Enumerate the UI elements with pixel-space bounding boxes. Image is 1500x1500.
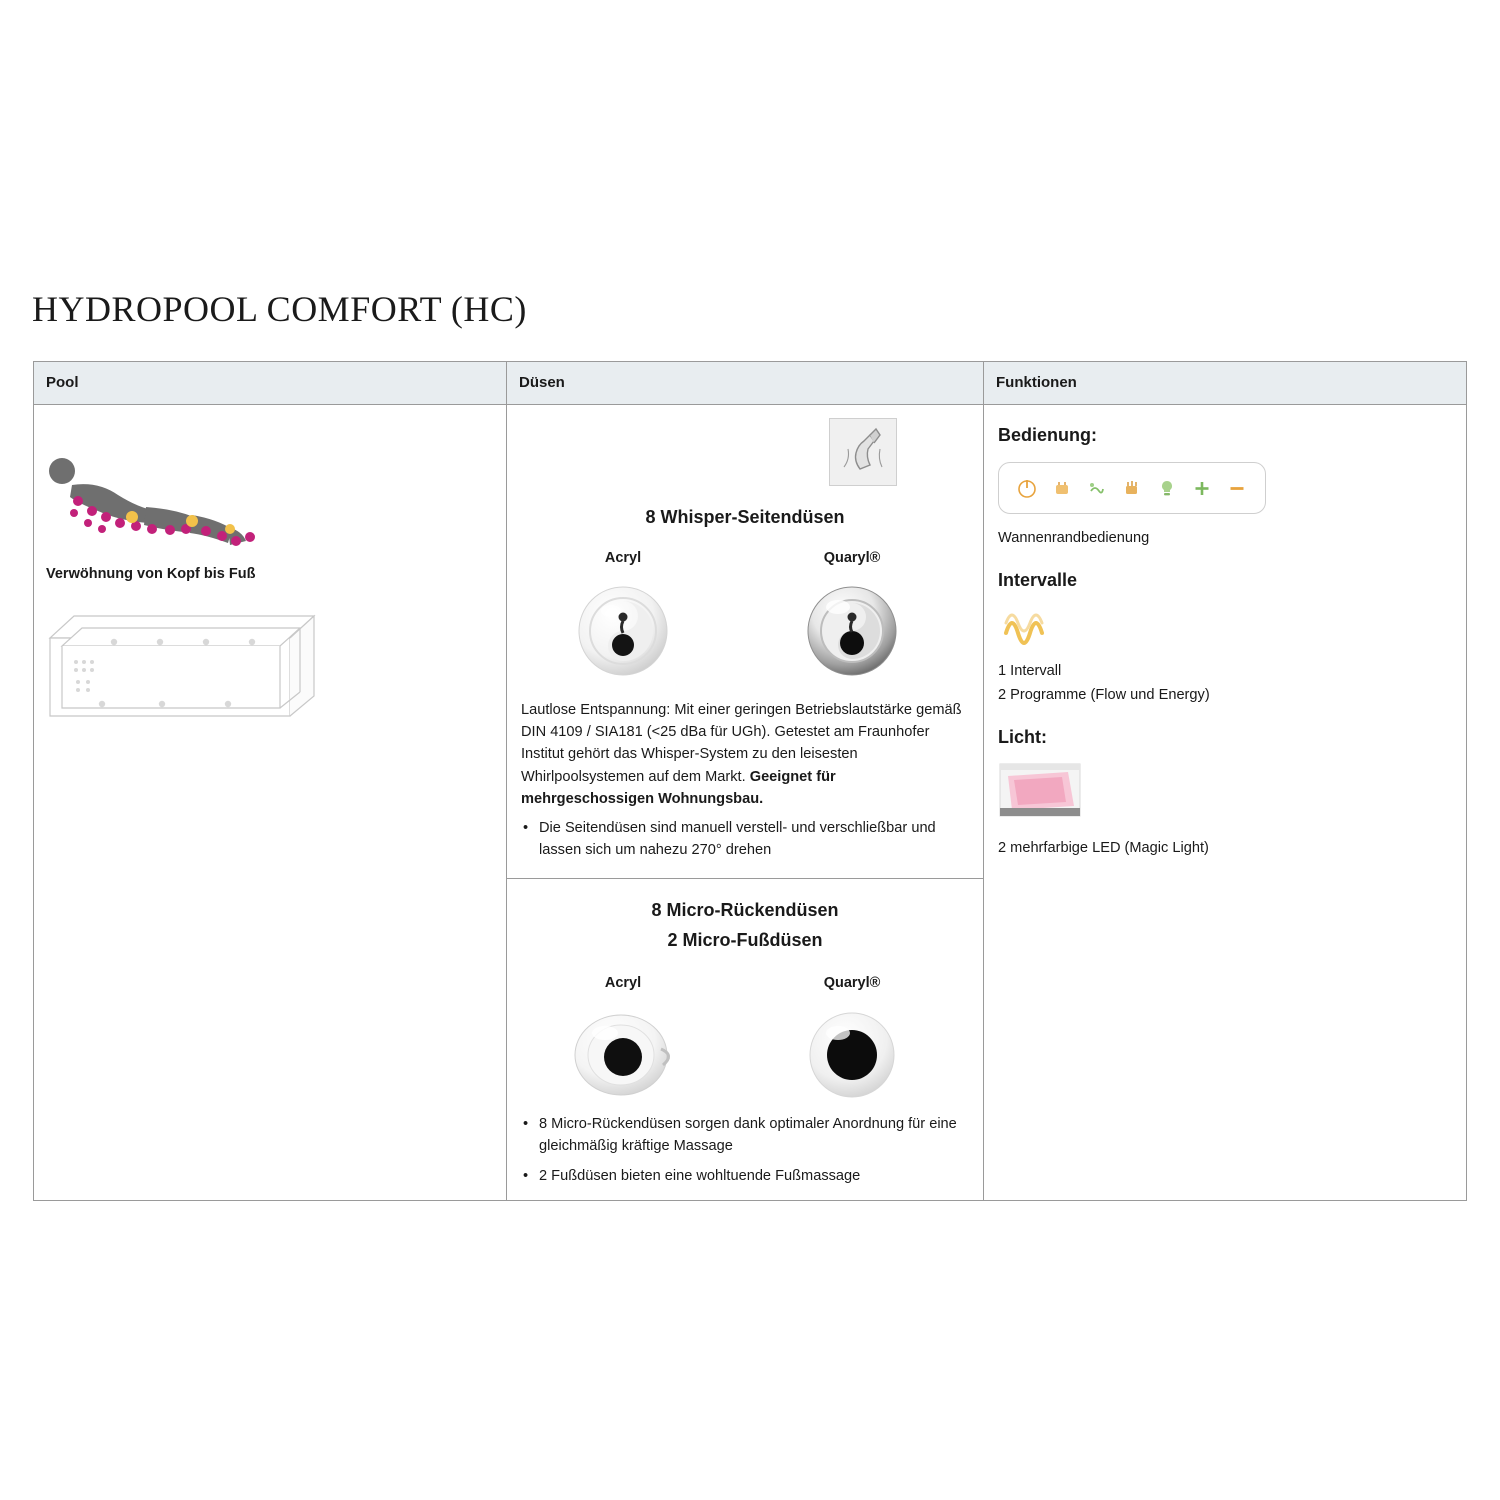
cell-duesen — [507, 405, 984, 1200]
light-icon[interactable] — [1156, 477, 1178, 499]
side-jets-paragraph-bold: Geeignet für mehrgeschossigen Wohnungsbau. — [521, 768, 836, 807]
label-acryl: Acryl — [604, 550, 642, 566]
table-body-row — [34, 405, 1466, 1200]
column-header-pool: Pool — [34, 362, 507, 404]
intervals-heading: Intervalle — [998, 569, 1078, 590]
body-massage-points-diagram — [40, 457, 290, 552]
micro-jet-quaryl-photo — [745, 1001, 969, 1105]
side-jet-quaryl-photo — [745, 577, 969, 681]
side-jet-acryl-photo — [521, 577, 745, 681]
side-jets-bullets — [521, 818, 969, 862]
bathtub-line-drawing — [42, 600, 322, 730]
side-jets-paragraph — [521, 699, 969, 810]
micro-jets-bullets — [521, 1114, 969, 1188]
interval-line-1: 1 Intervall — [998, 662, 1062, 679]
cell-pool — [34, 405, 507, 1200]
whirl-jet-icon[interactable] — [1051, 477, 1073, 499]
micro-jets-heading-line2: 2 Micro-Fußdüsen — [667, 929, 823, 950]
label-acryl-micro: Acryl — [604, 974, 642, 991]
cell-funktionen — [984, 405, 1466, 1200]
interval-line-2: 2 Programme (Flow und Energy) — [998, 686, 1210, 703]
magic-light-tub-photo — [998, 758, 1084, 824]
light-caption: 2 mehrfarbige LED (Magic Light) — [998, 839, 1209, 856]
side-jets-images — [521, 576, 969, 681]
column-header-duesen: Düsen — [507, 362, 984, 404]
jets-section-micro — [507, 879, 983, 1200]
jets-section-side — [507, 405, 983, 879]
micro-jets-heading-line1: 8 Micro-Rückendüsen — [651, 899, 839, 920]
label-quaryl: Quaryl® — [823, 550, 881, 566]
page-title: HYDROPOOL COMFORT (HC) — [32, 289, 527, 329]
table-header-row — [34, 362, 1466, 405]
list-item: • 2 Fußdüsen bieten eine wohltuende Fußmassage — [521, 1166, 969, 1188]
spec-table — [33, 361, 1467, 1201]
micro-jets-images — [521, 1001, 969, 1106]
column-header-funktionen: Funktionen — [996, 374, 1077, 391]
label-quaryl-micro: Quaryl® — [823, 974, 881, 991]
micro-jets-material-labels — [521, 975, 969, 991]
air-jet-icon[interactable] — [1086, 477, 1108, 499]
operation-heading: Bedienung: — [998, 425, 1097, 445]
side-jets-heading: 8 Whisper-Seitendüsen — [645, 507, 845, 527]
whisper-hand-icon — [829, 418, 897, 486]
pool-figure-caption: Verwöhnung von Kopf bis Fuß — [46, 566, 256, 582]
interval-wave-icon — [998, 603, 1060, 647]
side-jets-paragraph-plain: Lautlose Entspannung: Mit einer geringen Betriebslautstärke gemäß DIN 4109 / SIA181 (<25 dBa für UGh). Getestet am Fraunhofer Institut gehört das Whisper-System zu den leisesten Whirlpoolsystemen auf dem Markt. — [521, 702, 962, 785]
micro-jet-acryl-photo — [521, 1001, 745, 1105]
side-jets-material-labels — [521, 550, 969, 566]
list-item: • 8 Micro-Rückendüsen sorgen dank optimaler Anordnung für eine gleichmäßig kräftige Massage — [521, 1114, 969, 1158]
tub-rim-control-panel[interactable] — [998, 462, 1266, 514]
massage-icon[interactable] — [1121, 477, 1143, 499]
list-item: • Die Seitendüsen sind manuell verstell- und verschließbar und lassen sich um nahezu 270° drehen — [521, 818, 969, 862]
light-heading: Licht: — [998, 726, 1047, 747]
power-icon[interactable] — [1016, 477, 1038, 499]
operation-caption: Wannenrandbedienung — [998, 530, 1150, 546]
minus-icon[interactable] — [1226, 477, 1248, 499]
plus-icon[interactable] — [1191, 477, 1213, 499]
